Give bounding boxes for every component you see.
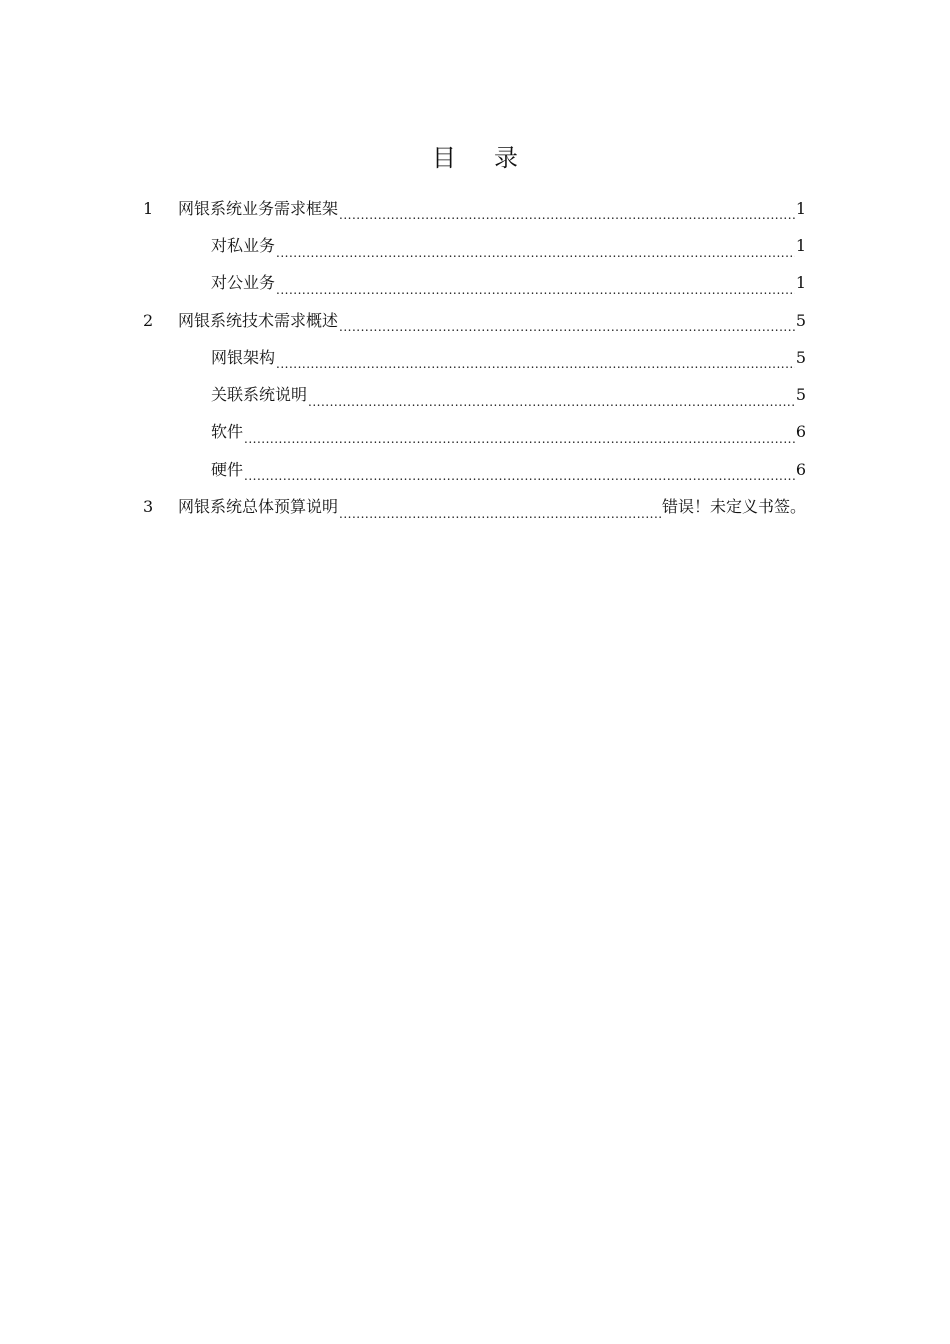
toc-entry-1[interactable] bbox=[143, 190, 806, 227]
toc-entry-page: 1 bbox=[795, 235, 806, 255]
toc-entry-2-2[interactable] bbox=[143, 376, 806, 413]
toc-list bbox=[143, 190, 806, 526]
toc-entry-page: 5 bbox=[795, 347, 806, 367]
toc-dot-leader bbox=[276, 280, 795, 302]
toc-entry-page: 6 bbox=[795, 422, 806, 442]
toc-dot-leader bbox=[308, 392, 795, 414]
toc-entry-1-1[interactable] bbox=[143, 227, 806, 264]
toc-entry-page: 6 bbox=[795, 459, 806, 479]
toc-dot-leader bbox=[244, 466, 795, 488]
toc-entry-2[interactable] bbox=[143, 302, 806, 339]
toc-dot-leader bbox=[339, 504, 661, 526]
toc-dot-leader bbox=[276, 354, 795, 376]
toc-title bbox=[0, 140, 950, 176]
toc-entry-page: 5 bbox=[795, 385, 806, 405]
toc-entry-text: 网银系统技术需求概述 bbox=[178, 310, 339, 330]
toc-dot-leader bbox=[244, 429, 795, 451]
toc-entry-text: 网银系统总体预算说明 bbox=[178, 497, 339, 517]
toc-entry-text: 软件 bbox=[211, 422, 244, 442]
toc-title-char-1: 目 bbox=[432, 144, 456, 172]
toc-dot-leader bbox=[339, 205, 795, 227]
toc-entry-page: 错误！未定义书签。 bbox=[661, 497, 806, 517]
toc-entry-text: 对私业务 bbox=[211, 235, 276, 255]
toc-entry-number: 1 bbox=[143, 198, 154, 218]
toc-entry-text: 网银系统业务需求框架 bbox=[178, 198, 339, 218]
toc-entry-text: 对公业务 bbox=[211, 273, 276, 293]
toc-entry-text: 网银架构 bbox=[211, 347, 276, 367]
toc-entry-page: 1 bbox=[795, 273, 806, 293]
toc-entry-page: 5 bbox=[795, 310, 806, 330]
toc-entry-text: 硬件 bbox=[211, 459, 244, 479]
toc-dot-leader bbox=[276, 243, 795, 265]
toc-entry-3[interactable] bbox=[143, 488, 806, 525]
toc-entry-2-4[interactable] bbox=[143, 451, 806, 488]
toc-entry-text: 关联系统说明 bbox=[211, 385, 308, 405]
toc-dot-leader bbox=[339, 317, 795, 339]
toc-entry-number: 3 bbox=[143, 497, 154, 517]
toc-entry-2-3[interactable] bbox=[143, 414, 806, 451]
toc-entry-2-1[interactable] bbox=[143, 339, 806, 376]
toc-entry-page: 1 bbox=[795, 198, 806, 218]
toc-title-char-2: 录 bbox=[494, 144, 518, 172]
toc-entry-number: 2 bbox=[143, 310, 154, 330]
toc-entry-1-2[interactable] bbox=[143, 265, 806, 302]
